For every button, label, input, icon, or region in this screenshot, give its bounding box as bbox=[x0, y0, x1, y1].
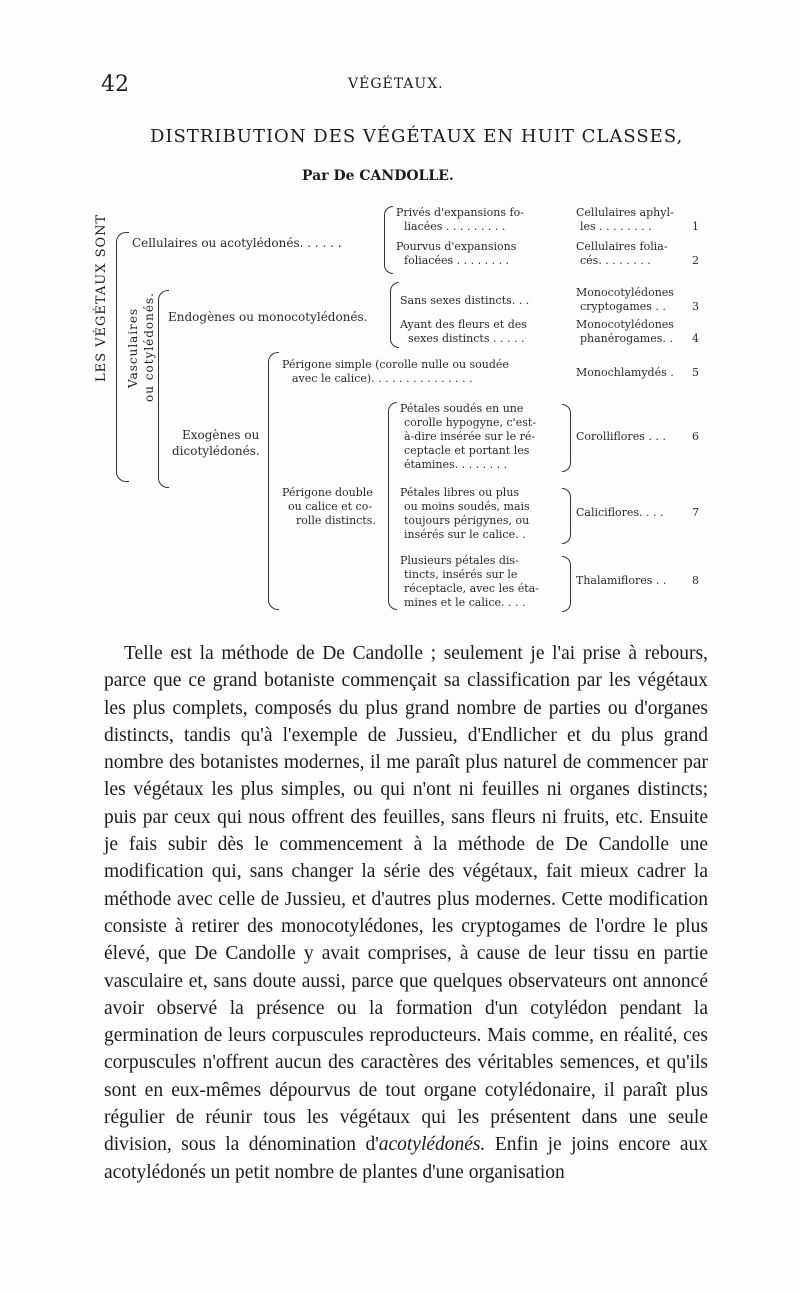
petals-3-line-4: mines et le calice. . . . bbox=[404, 596, 526, 609]
perigone-double-b: ou calice et co- bbox=[288, 500, 373, 513]
class-1: Cellulaires aphyl- bbox=[576, 206, 674, 219]
class-8-number: 8 bbox=[692, 574, 699, 587]
class-3: Monocotylédones bbox=[576, 286, 674, 299]
table-title: DISTRIBUTION DES VÉGÉTAUX EN HUIT CLASSES, bbox=[150, 126, 684, 147]
petals-1-line-5: étamines. . . . . . . . bbox=[404, 458, 508, 471]
cell-option-2b: foliacées . . . . . . . . bbox=[404, 254, 510, 267]
class-2b: cés. . . . . . . . bbox=[580, 254, 651, 267]
cell-option-1: Privés d'expansions fo- bbox=[396, 206, 524, 219]
table-author: Par De CANDOLLE. bbox=[302, 168, 454, 184]
class-2: Cellulaires folia- bbox=[576, 240, 668, 253]
endo-option-1: Sans sexes distincts. . . bbox=[400, 294, 530, 307]
page-number: 42 bbox=[101, 72, 129, 97]
cellulaires-label: Cellulaires ou acotylédonés. . . . . . bbox=[132, 236, 342, 250]
class-7: Caliciflores. . . . bbox=[576, 506, 664, 519]
petals-1-brace bbox=[562, 404, 571, 472]
petals-2-line-4: insérés sur le calice. . bbox=[404, 528, 526, 541]
cell-option-1b: liacées . . . . . . . . . bbox=[404, 220, 506, 233]
class-6: Corolliflores . . . bbox=[576, 430, 666, 443]
perigone-double-c: rolle distincts. bbox=[296, 514, 376, 527]
class-4: Monocotylédones bbox=[576, 318, 674, 331]
petals-2-line-2: ou moins soudés, mais bbox=[404, 500, 530, 513]
exogenes-label-b: dicotylédonés. bbox=[172, 444, 260, 458]
class-5-number: 5 bbox=[692, 366, 699, 379]
petals-1-line-3: à-dire insérée sur le ré- bbox=[404, 430, 536, 443]
class-4-number: 4 bbox=[692, 332, 699, 345]
perigone-simple: Périgone simple (corolle nulle ou soudée bbox=[282, 358, 509, 371]
class-8: Thalamiflores . . bbox=[576, 574, 667, 587]
petals-2-line-1: Pétales libres ou plus bbox=[400, 486, 520, 499]
petals-1-line-2: corolle hypogyne, c'est- bbox=[404, 416, 536, 429]
class-1b: les . . . . . . . . bbox=[580, 220, 652, 233]
petals-1-line-4: ceptacle et portant les bbox=[404, 444, 530, 457]
running-head: VÉGÉTAUX. bbox=[348, 76, 444, 92]
perigone-simple-b: avec le calice). . . . . . . . . . . . . . . bbox=[292, 372, 473, 385]
class-7-number: 7 bbox=[692, 506, 699, 519]
cellulaires-brace bbox=[384, 206, 393, 274]
perigone-double: Périgone double bbox=[282, 486, 373, 499]
petals-3-brace bbox=[562, 556, 571, 612]
exogenes-label: Exogènes ou bbox=[182, 428, 260, 442]
petals-2-line-3: toujours périgynes, ou bbox=[404, 514, 530, 527]
petals-3-line-1: Plusieurs pétales dis- bbox=[400, 554, 519, 567]
class-3-number: 3 bbox=[692, 300, 699, 313]
petals-3-line-3: réceptacle, avec les éta- bbox=[404, 582, 539, 595]
class-5: Monochlamydés . bbox=[576, 366, 674, 379]
vasculaires-label: Vasculaires bbox=[126, 307, 140, 388]
petals-brace bbox=[388, 402, 397, 610]
endogenes-brace bbox=[390, 282, 399, 348]
root-label: LES VÉGÉTAUX SONT bbox=[94, 213, 109, 382]
body-text bbox=[104, 640, 708, 1186]
endo-option-2: Ayant des fleurs et des bbox=[400, 318, 527, 331]
petals-1-line-1: Pétales soudés en une bbox=[400, 402, 524, 415]
endo-option-2b: sexes distincts . . . . . bbox=[408, 332, 525, 345]
class-4b: phanérogames. . bbox=[580, 332, 673, 345]
cotyledones-label: ou cotylédonés. bbox=[142, 292, 156, 402]
class-3b: cryptogames . . bbox=[580, 300, 666, 313]
class-6-number: 6 bbox=[692, 430, 699, 443]
class-1-number: 1 bbox=[692, 220, 699, 233]
endogenes-label: Endogènes ou monocotylédonés. bbox=[168, 310, 368, 324]
exogenes-brace bbox=[268, 352, 279, 610]
body-paragraph: Telle est la méthode de De Candolle ; seulement je l'ai prise à rebours, parce que ce grand botaniste commençait sa classification par les végétaux les plus complets, composés du plus grand nombre de parties ou d'organes distincts, tandis qu'à l'exemple de Jussieu, d'Endlicher et du plus grand nombre des botanistes modernes, il me paraît plus naturel de commencer par les végétaux les plus simples, ou qui n'ont ni feuilles ni organes distincts; puis par ceux qui nous offrent des feuilles, sans fleurs ni fruits, etc. Ensuite je fais subir dès le commencement à la méthode de De Candolle une modification qui, sans changer la série des végétaux, fait mieux cadrer la méthode avec celle de Jussieu, et d'autres plus modernes. Cette modification consiste à retirer des monocotylédones, les cryptogames de l'ordre le plus élevé, que De Candolle y avait comprises, à cause de leur tissu en partie vasculaire et, sans doute aussi, parce que quelques observateurs ont annoncé avoir observé la présence ou la formation d'un cotylédon pendant la germination de leurs corpuscules reproducteurs. Mais comme, en réalité, ces corpuscules n'offrent aucun des caractères des véritables semences, et qu'ils sont en eux-mêmes dépourvus de tout organe cotylédonaire, il paraît plus régulier de réunir tous les végétaux qui les présentent dans une seule division, sous la dénomination d'acotylédonés. Enfin je joins encore aux acotylédonés un petit nombre de plantes d'une organisation bbox=[104, 643, 709, 1183]
cell-option-2: Pourvus d'expansions bbox=[396, 240, 517, 253]
petals-3-line-2: tincts, insérés sur le bbox=[404, 568, 518, 581]
emphasis-acotyledones: acotylédonés. bbox=[378, 1134, 486, 1156]
class-2-number: 2 bbox=[692, 254, 699, 267]
petals-2-brace bbox=[562, 488, 571, 544]
